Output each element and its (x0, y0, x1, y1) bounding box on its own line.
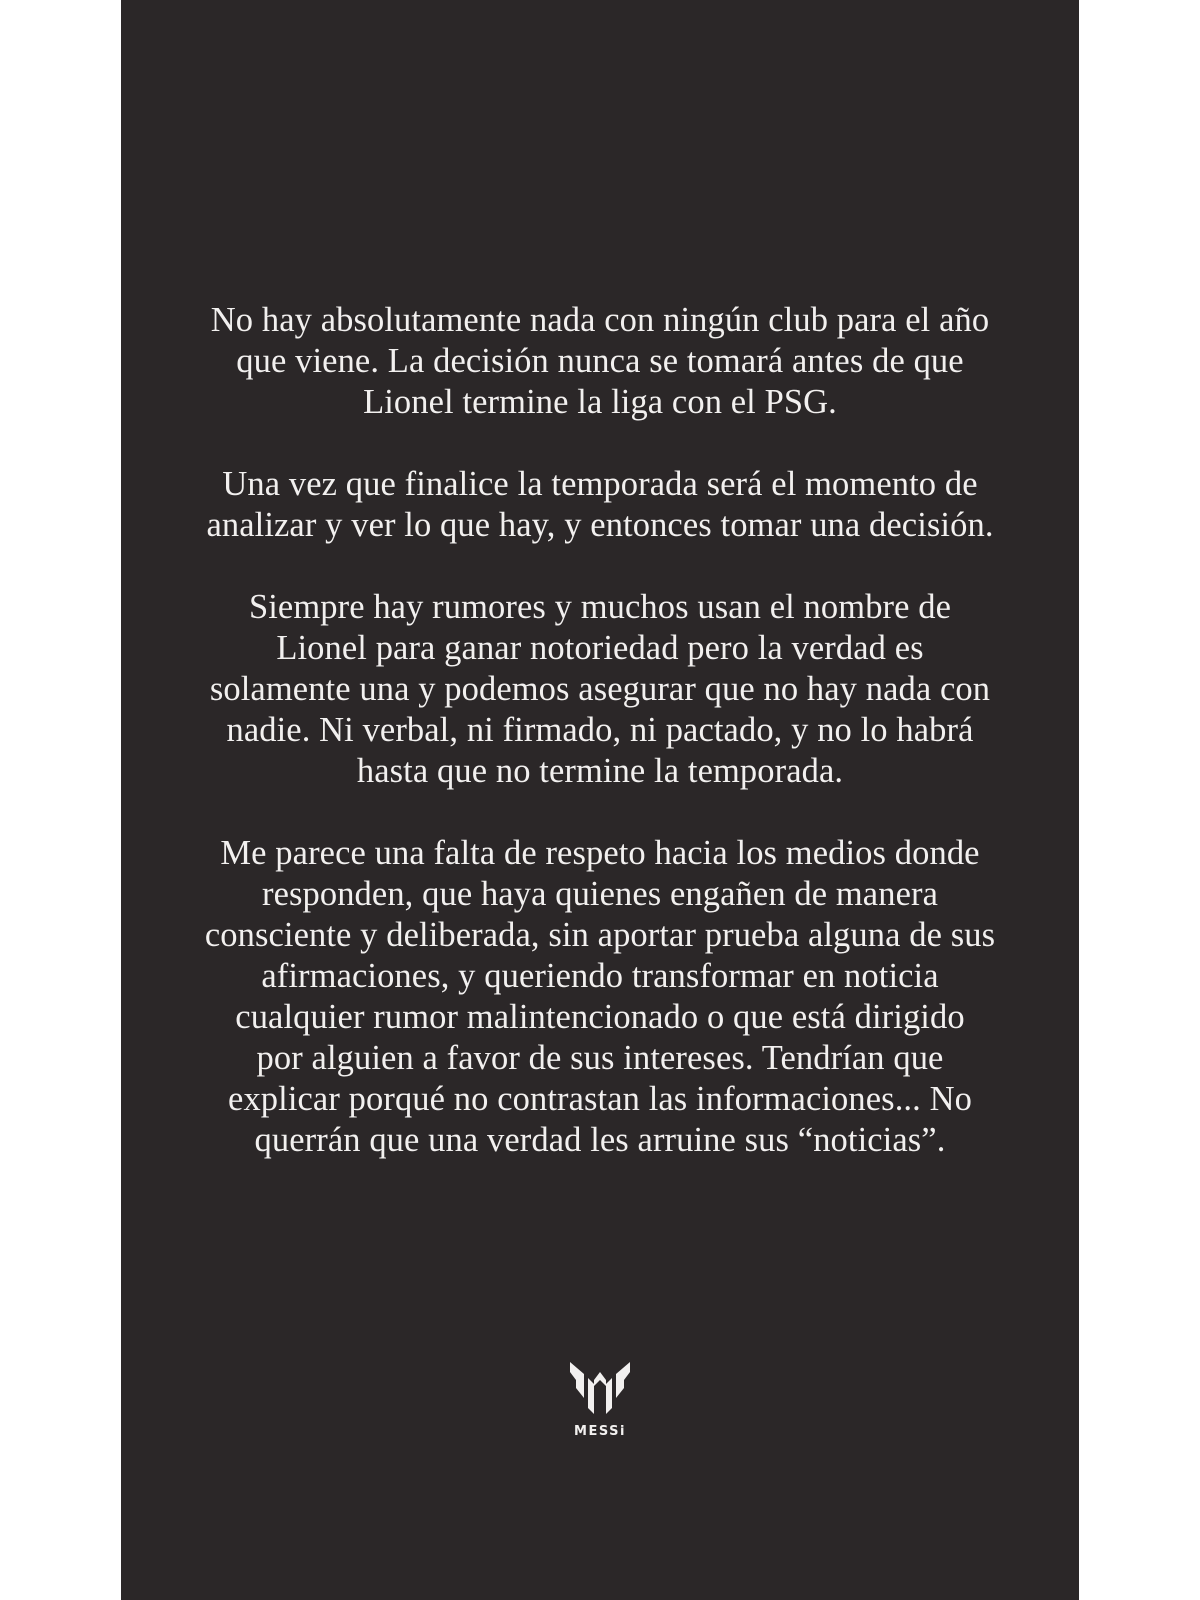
statement-line: consciente y deliberada, sin aportar prueba alguna de sus (204, 916, 996, 954)
statement-line: Siempre hay rumores y muchos usan el nombre de (248, 588, 952, 626)
messi-m-logo-icon (564, 1358, 636, 1418)
statement-line: hasta que no termine la temporada. (356, 752, 844, 790)
paragraph-1 (121, 300, 1079, 423)
statement-line: Lionel termine la liga con el PSG. (363, 383, 837, 421)
statement-line: nadie. Ni verbal, ni firmado, ni pactado, y no lo habrá (226, 711, 974, 749)
statement-line: responden, que haya quienes engañen de manera (261, 875, 938, 913)
messi-logo (564, 1358, 636, 1448)
statement-line: cualquier rumor malintencionado o que está dirigido (235, 998, 965, 1036)
story-panel (121, 0, 1079, 1600)
logo-wordmark (564, 1424, 636, 1439)
statement-line: Una vez que finalice la temporada será el momento de (222, 465, 978, 503)
statement-line: por alguien a favor de sus intereses. Tendrían que (256, 1039, 944, 1077)
statement-line: analizar y ver lo que hay, y entonces tomar una decisión. (206, 506, 994, 544)
paragraph-2 (121, 464, 1079, 546)
statement-line: solamente una y podemos asegurar que no hay nada con (209, 670, 991, 708)
statement-line: que viene. La decisión nunca se tomará antes de que (236, 342, 964, 380)
statement-line: querrán que una verdad les arruine sus “noticias”. (254, 1121, 946, 1159)
paragraph-4 (121, 833, 1079, 1161)
statement-line: explicar porqué no contrastan las informaciones... No (228, 1080, 972, 1118)
statement-line: Me parece una falta de respeto hacia los medios donde (220, 834, 980, 872)
statement-text (121, 300, 1079, 1202)
statement-line: Lionel para ganar notoriedad pero la verdad es (276, 629, 924, 667)
logo-text: MESSi (574, 1424, 626, 1439)
paragraph-3 (121, 587, 1079, 792)
statement-line: No hay absolutamente nada con ningún club para el año (210, 301, 990, 339)
statement-line: afirmaciones, y queriendo transformar en noticia (261, 957, 939, 995)
